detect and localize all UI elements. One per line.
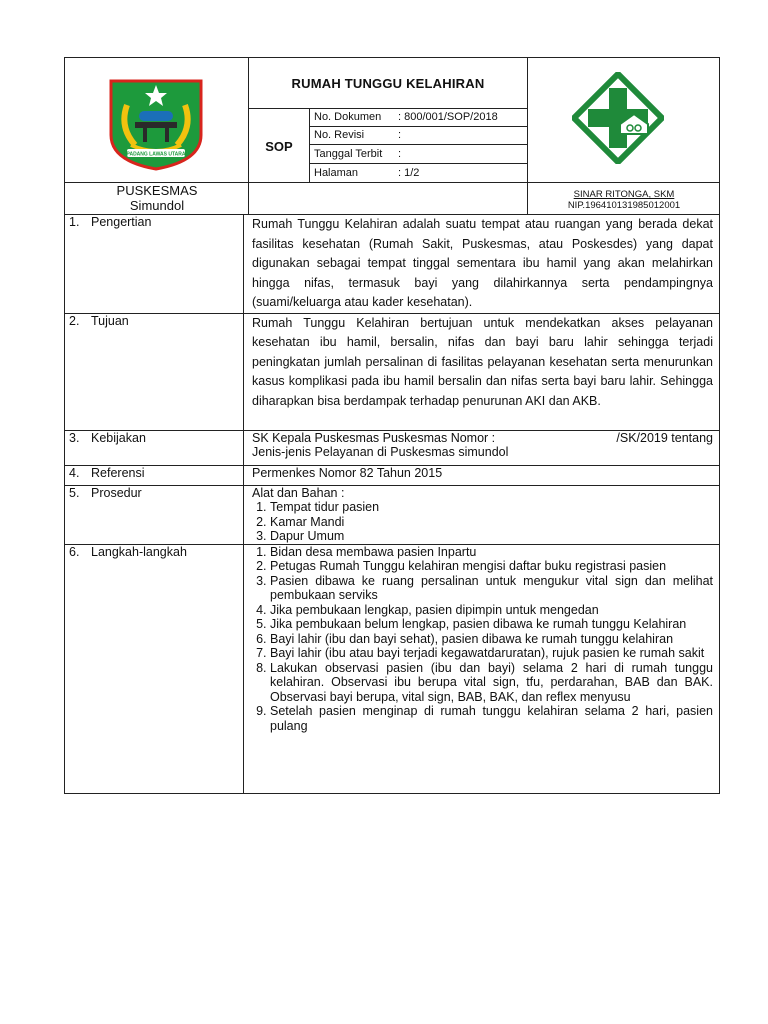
section-row-langkah — [65, 544, 720, 793]
meta-key: No. Dokumen — [314, 110, 382, 123]
section-text — [244, 485, 720, 544]
sop-body-table — [64, 214, 720, 794]
padang-lawas-utara-emblem-logo — [105, 75, 207, 171]
section-label: Pengertian — [91, 215, 152, 229]
section-number: 2. — [69, 313, 80, 328]
meta-row — [310, 164, 528, 183]
section-text — [244, 544, 720, 793]
list-item: 3. Dapur Umum — [270, 529, 713, 544]
list-item: 2. Petugas Rumah Tunggu kelahiran mengisi daftar buku registrasi pasien — [270, 559, 713, 574]
prosedur-intro: Alat dan Bahan : — [252, 485, 345, 500]
meta-row — [310, 127, 528, 146]
puskesmas-cross-logo — [572, 72, 664, 164]
kebijakan-line1-left: SK Kepala Puskesmas Puskesmas Nomor : — [252, 430, 496, 445]
meta-value: : — [398, 147, 402, 160]
list-item: 5. Jika pembukaan belum lengkap, pasien dibawa ke rumah tunggu Kelahiran — [270, 617, 713, 632]
section-label: Prosedur — [91, 485, 142, 500]
signer-nip: NIP.196410131985012001 — [567, 200, 681, 211]
meta-value: : 800/001/SOP/2018 — [398, 110, 498, 123]
list-item: 7. Bayi lahir (ibu atau bayi terjadi kegawatdaruratan), rujuk pasien ke rumah sakit — [270, 646, 713, 661]
puskesmas-name — [65, 183, 249, 213]
section-number: 3. — [69, 430, 80, 445]
document-meta-table — [309, 108, 528, 182]
section-text: Permenkes Nomor 82 Tahun 2015 — [244, 465, 720, 485]
meta-key: Halaman — [314, 166, 359, 179]
meta-value: : 1/2 — [398, 166, 420, 179]
sop-label: SOP — [265, 138, 293, 154]
meta-key: Tanggal Terbit — [314, 147, 383, 160]
meta-row — [310, 108, 528, 127]
list-item: 1. Tempat tidur pasien — [270, 500, 713, 515]
emblem-banner-text: PADANG LAWAS UTARA — [126, 151, 186, 158]
section-label: Tujuan — [91, 313, 129, 328]
section-number: 4. — [69, 465, 80, 480]
list-item: 2. Kamar Mandi — [270, 515, 713, 530]
kebijakan-line1-right: /SK/2019 tentang — [616, 430, 713, 445]
meta-value: : — [398, 129, 402, 142]
document-header — [64, 57, 720, 214]
section-number: 1. — [69, 215, 80, 229]
list-item: 9. Setelah pasien menginap di rumah tunggu kelahiran selama 2 hari, pasien pulang — [270, 704, 713, 733]
kebijakan-line2: Jenis-jenis Pelayanan di Puskesmas simundol — [252, 445, 509, 459]
list-item: 3. Pasien dibawa ke ruang persalinan untuk mengukur vital sign dan melihat pembukaan serviks — [270, 574, 713, 603]
section-label: Langkah-langkah — [91, 544, 187, 559]
sop-document — [64, 57, 720, 794]
signer-name: SINAR RITONGA, SKM — [573, 189, 675, 200]
section-number: 5. — [69, 485, 80, 500]
list-item: 4. Jika pembukaan lengkap, pasien dipimpin untuk mengedan — [270, 603, 713, 618]
section-label: Referensi — [91, 465, 145, 480]
puskesmas-line2: Simundol — [129, 198, 185, 213]
section-text: Rumah Tunggu Kelahiran bertujuan untuk mendekatkan akses pelayanan kesehatan ibu hamil, bersalin, nifas dan bayi baru lahir sehingga terjadi peningkatan jumlah persalinan di fasilitas pelayanan kesehatan serta menurunkan kasus komplikasi pada ibu hamil bersalin dan nifas serta bayi baru lahir. Sehingga diharapkan bisa berdampak terhadap penurunan AKI dan AKB. — [244, 313, 720, 430]
section-row-kebijakan — [65, 430, 720, 465]
list-item: 1. Bidan desa membawa pasien Inpartu — [270, 545, 713, 560]
section-row-tujuan — [65, 313, 720, 430]
puskesmas-line1: PUSKESMAS — [116, 183, 198, 198]
meta-row — [310, 145, 528, 164]
signature-block — [527, 189, 721, 211]
section-row-pengertian — [65, 215, 720, 314]
section-number: 6. — [69, 544, 80, 559]
section-row-prosedur — [65, 485, 720, 544]
section-text: Rumah Tunggu Kelahiran adalah suatu tempat atau ruangan yang berada dekat fasilitas kesehatan (Rumah Sakit, Puskesmas, atau Poskesdes) yang dapat digunakan sebagai tempat tinggal sementara ibu hamil yang akan melahirkan hingga nifas, termasuk bayi yang dilahirkannya serta pendampingnya (suami/keluarga atau kader kesehatan). — [244, 215, 720, 314]
document-title: RUMAH TUNGGU KELAHIRAN — [249, 58, 527, 109]
section-row-referensi — [65, 465, 720, 485]
list-item: 8. Lakukan observasi pasien (ibu dan bayi) selama 2 hari di rumah tunggu kelahiran. Observasi ibu berupa vital sign, tfu, perdarahan, BAB dan BAK. Observasi bayi berupa, vital sign, BAB, BAK, dan reflex menyusu — [270, 661, 713, 705]
section-text — [244, 430, 720, 465]
section-label: Kebijakan — [91, 430, 146, 445]
list-item: 6. Bayi lahir (ibu dan bayi sehat), pasien dibawa ke rumah tunggu kelahiran — [270, 632, 713, 647]
meta-key: No. Revisi — [314, 129, 365, 142]
